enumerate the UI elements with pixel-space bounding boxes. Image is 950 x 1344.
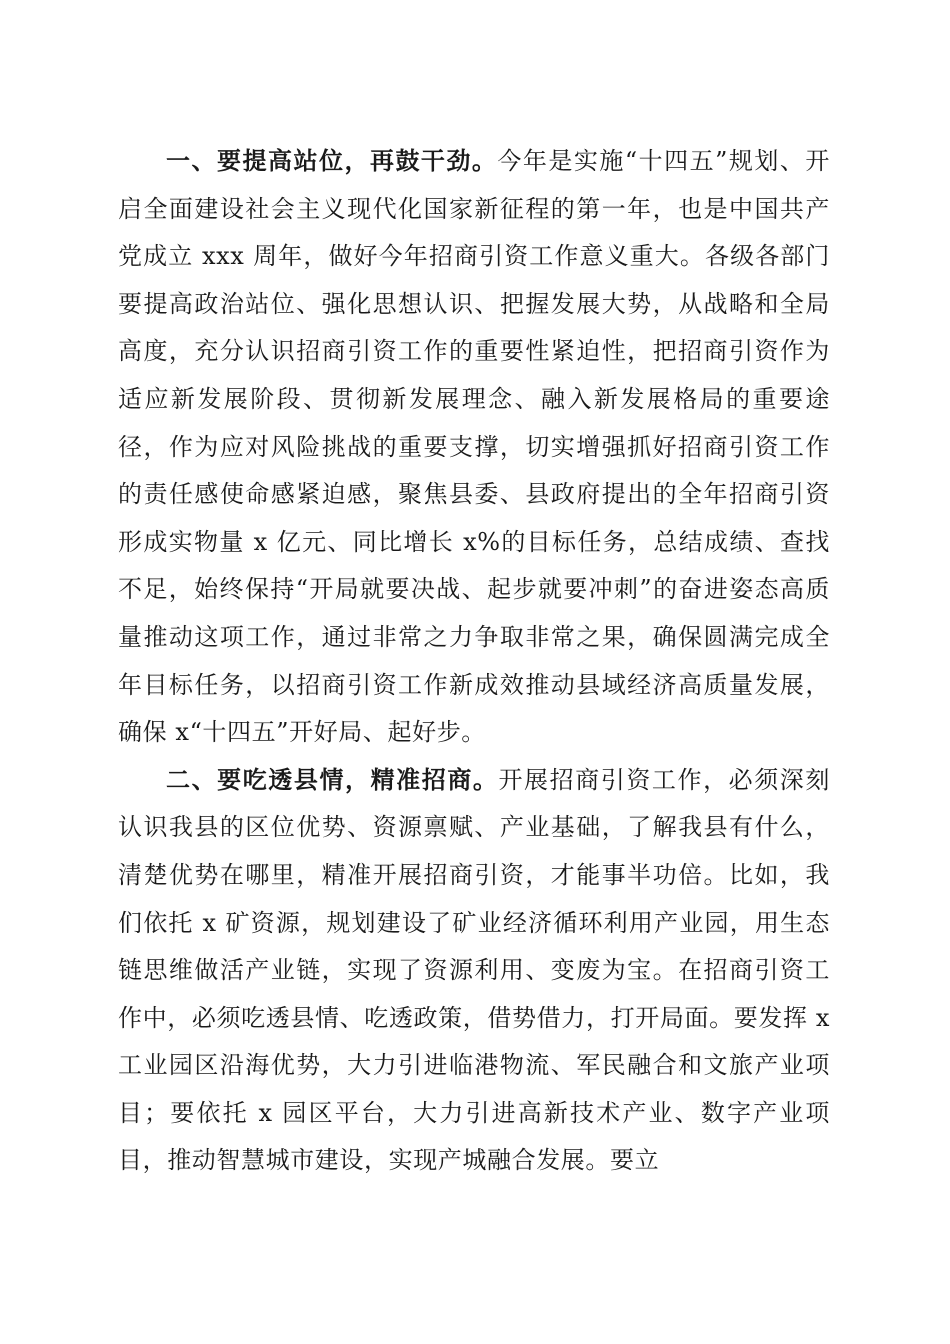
paragraph-1 [118,138,830,757]
paragraph-2-heading: 二、要吃透县情，精准招商。 [166,765,499,794]
paragraph-1-body: 今年是实施“十四五”规划、开启全面建设社会主义现代化国家新征程的第一年，也是中国共产党成立 xxx 周年，做好今年招商引资工作意义重大。各级各部门要提高政治站位、强化思想认识、把握发展大势，从战略和全局高度，充分认识招商引资工作的重要性紧迫性，把招商引资作为适应新发展阶段、贯彻新发展理念、融入新发展格局的重要途径，作为应对风险挑战的重要支撑，切实增强抓好招商引资工作的责任感使命感紧迫感，聚焦县委、县政府提出的全年招商引资形成实物量 x 亿元、同比增长 x%的目标任务，总结成绩、查找不足，始终保持“开局就要决战、起步就要冲刺”的奋进姿态高质量推动这项工作，通过非常之力争取非常之果，确保圆满完成全年目标任务，以招商引资工作新成效推动县域经济高质量发展，确保 x“十四五”开好局、起好步。 [118,147,830,747]
paragraph-2-body: 开展招商引资工作，必须深刻认识我县的区位优势、资源禀赋、产业基础，了解我县有什么，清楚优势在哪里，精准开展招商引资，才能事半功倍。比如，我们依托 x 矿资源，规划建设了矿业经济循环利用产业园，用生态链思维做活产业链，实现了资源利用、变废为宝。在招商引资工作中，必须吃透县情、吃透政策，借势借力，打开局面。要发挥 x 工业园区沿海优势，大力引进临港物流、军民融合和文旅产业项目；要依托 x 园区平台，大力引进高新技术产业、数字产业项目，推动智慧城市建设，实现产城融合发展。要立 [118,765,830,1175]
paragraph-1-heading: 一、要提高站位，再鼓干劲。 [166,147,498,175]
paragraph-2 [118,757,830,1185]
document-page [118,138,830,1185]
